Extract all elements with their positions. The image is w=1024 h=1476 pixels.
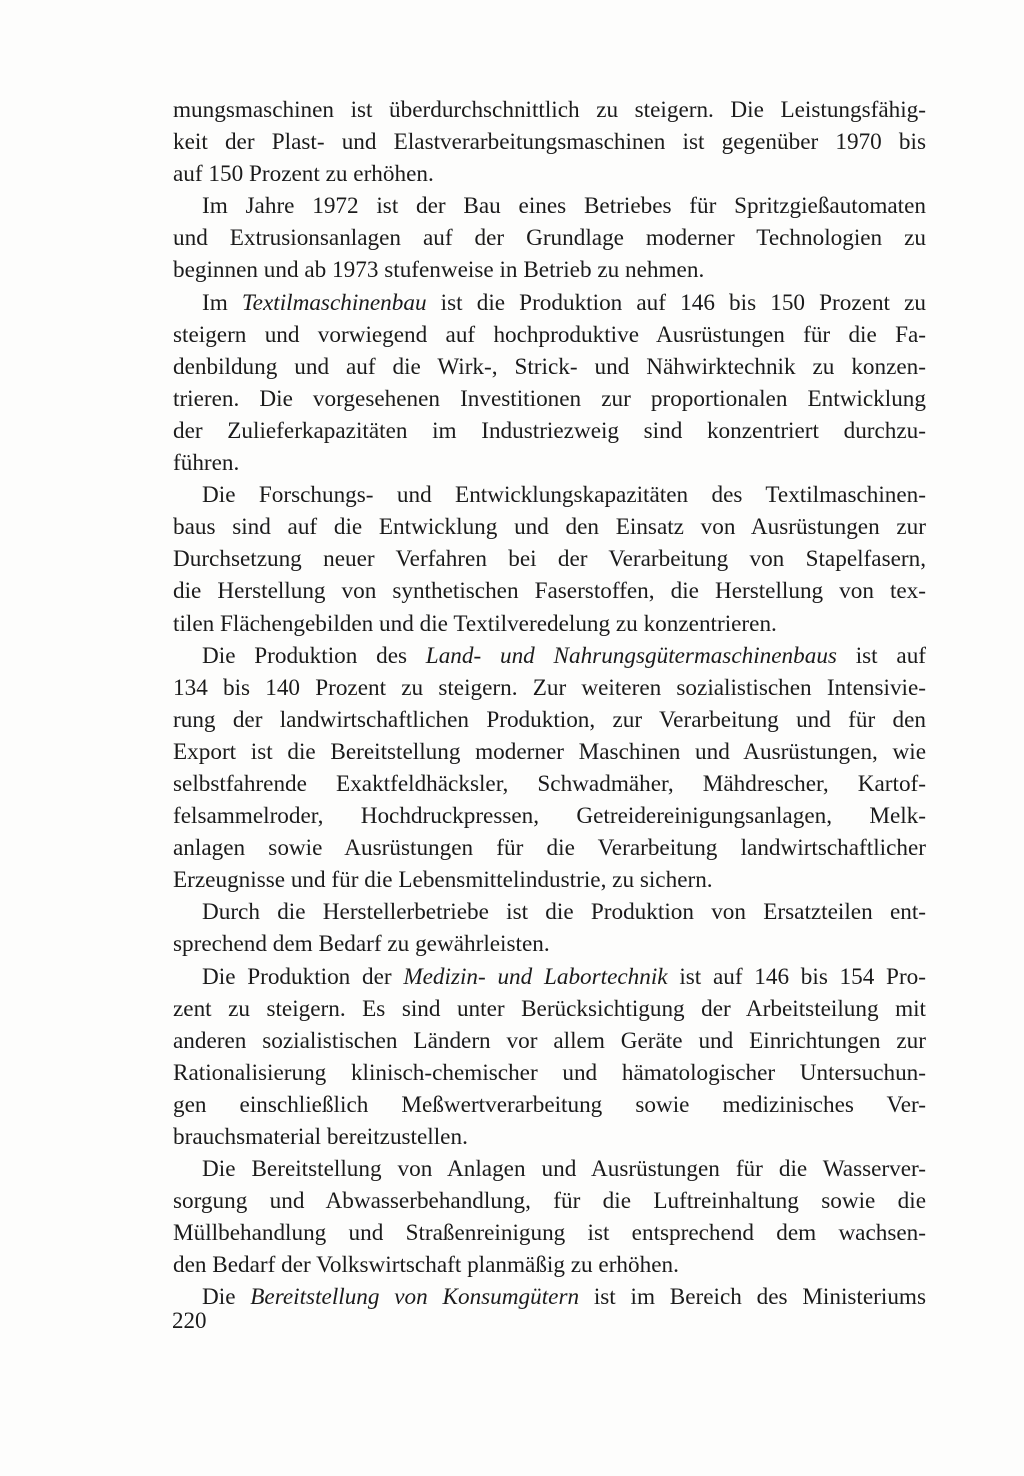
text-segment: Die Bereitstellung von Anlagen und Ausrüstungen für die Wasserver-	[202, 1156, 926, 1183]
text-line	[144, 608, 926, 640]
text-line	[144, 447, 926, 479]
paragraph	[144, 1153, 926, 1281]
text-line	[144, 1185, 926, 1217]
italic-term: Medizin- und Labortechnik	[403, 963, 668, 990]
text-segment: Durch die Herstellerbetriebe ist die Produktion von Ersatzteilen ent-	[202, 899, 926, 926]
text-segment: anlagen sowie Ausrüstungen für die Verarbeitung landwirtschaftlicher	[173, 835, 926, 862]
text-segment: auf 150 Prozent zu erhöhen.	[173, 161, 434, 188]
text-line	[144, 961, 926, 993]
text-segment: ist im Bereich des Ministeriums	[579, 1284, 926, 1311]
text-segment: den Bedarf der Volkswirtschaft planmäßig zu erhöhen.	[173, 1252, 679, 1279]
text-segment: gen einschließlich Meßwertverarbeitung sowie medizinisches Ver-	[173, 1091, 926, 1118]
text-segment: 134 bis 140 Prozent zu steigern. Zur weiteren sozialistischen Intensivie-	[173, 674, 926, 701]
text-segment: Die Produktion der	[202, 963, 404, 990]
text-segment: Die Forschungs- und Entwicklungskapazitäten des Textilmaschinen-	[202, 482, 926, 509]
text-line	[144, 800, 926, 832]
text-line	[144, 543, 926, 575]
text-line	[144, 896, 926, 928]
paragraph	[144, 287, 926, 480]
text-line	[144, 1249, 926, 1281]
text-line	[144, 1281, 926, 1313]
text-line	[144, 415, 926, 447]
paragraph	[144, 479, 926, 639]
text-segment: Export ist die Bereitstellung moderner Maschinen und Ausrüstungen, wie	[173, 738, 926, 765]
text-segment: trieren. Die vorgesehenen Investitionen zur proportionalen Entwicklung	[173, 385, 926, 412]
text-line	[144, 736, 926, 768]
text-segment: Müllbehandlung und Straßenreinigung ist entsprechend dem wachsen-	[173, 1220, 926, 1247]
text-line	[144, 319, 926, 351]
text-segment: ist auf 146 bis 154 Pro-	[667, 963, 926, 990]
text-segment: ist auf	[836, 642, 927, 669]
text-segment: zent zu steigern. Es sind unter Berücksichtigung der Arbeitsteilung mit	[173, 995, 926, 1022]
text-segment: steigern und vorwiegend auf hochproduktive Ausrüstungen für die Fa-	[173, 321, 926, 348]
text-line	[144, 511, 926, 543]
text-segment: baus sind auf die Entwicklung und den Einsatz von Ausrüstungen zur	[173, 514, 926, 541]
text-segment: Rationalisierung klinisch-chemischer und hämatologischer Untersuchun-	[173, 1059, 926, 1086]
text-line	[144, 287, 926, 319]
text-line	[144, 640, 926, 672]
text-segment: sprechend dem Bedarf zu gewährleisten.	[173, 931, 550, 958]
italic-term: Textilmaschinenbau	[241, 289, 427, 316]
text-line	[144, 1089, 926, 1121]
text-segment: Die	[202, 1284, 251, 1311]
text-line	[144, 768, 926, 800]
text-line	[144, 704, 926, 736]
text-segment: Erzeugnisse und für die Lebensmittelindustrie, zu sichern.	[173, 867, 713, 894]
paragraph	[144, 640, 926, 897]
text-segment: Im Jahre 1972 ist der Bau eines Betriebes für Spritzgießautomaten	[202, 193, 926, 220]
text-line	[144, 126, 926, 158]
text-segment: keit der Plast- und Elastverarbeitungsmaschinen ist gegenüber 1970 bis	[173, 129, 926, 156]
text-line	[144, 254, 926, 286]
text-line	[144, 832, 926, 864]
text-segment: Durchsetzung neuer Verfahren bei der Verarbeitung von Stapelfasern,	[173, 546, 926, 573]
text-segment: felsammelroder, Hochdruckpressen, Getreidereinigungsanlagen, Melk-	[173, 803, 926, 830]
text-segment: beginnen und ab 1973 stufenweise in Betrieb zu nehmen.	[173, 257, 705, 284]
italic-term: Land- und Nahrungsgütermaschinenbaus	[425, 642, 837, 669]
text-line	[144, 993, 926, 1025]
text-line	[144, 928, 926, 960]
text-segment: selbstfahrende Exaktfeldhäcksler, Schwadmäher, Mähdrescher, Kartof-	[173, 770, 926, 797]
text-segment: die Herstellung von synthetischen Faserstoffen, die Herstellung von tex-	[173, 578, 926, 605]
paragraph	[144, 896, 926, 960]
text-line	[144, 222, 926, 254]
text-line	[144, 1153, 926, 1185]
text-line	[144, 1025, 926, 1057]
paragraph	[144, 190, 926, 286]
text-line	[144, 1217, 926, 1249]
italic-term: Bereitstellung von Konsumgütern	[250, 1284, 580, 1311]
text-segment: tilen Flächengebilden und die Textilveredelung zu konzentrieren.	[173, 610, 777, 637]
text-segment: Die Produktion des	[202, 642, 426, 669]
text-segment: führen.	[173, 450, 240, 477]
text-line	[144, 190, 926, 222]
text-line	[144, 383, 926, 415]
page-number: 220	[172, 1308, 207, 1333]
body-text	[144, 94, 926, 1314]
paragraph	[144, 961, 926, 1154]
text-line	[144, 575, 926, 607]
text-line	[144, 94, 926, 126]
paragraph	[144, 94, 926, 190]
paragraph	[144, 1281, 926, 1313]
text-line	[144, 1121, 926, 1153]
text-segment: mungsmaschinen ist überdurchschnittlich zu steigern. Die Leistungsfähig-	[173, 97, 926, 123]
text-segment: und Extrusionsanlagen auf der Grundlage moderner Technologien zu	[173, 225, 926, 252]
text-segment: rung der landwirtschaftlichen Produktion, zur Verarbeitung und für den	[173, 706, 926, 733]
text-segment: der Zulieferkapazitäten im Industriezweig sind konzentriert durchzu-	[173, 417, 926, 444]
text-line	[144, 479, 926, 511]
text-line	[144, 672, 926, 704]
text-line	[144, 351, 926, 383]
text-segment: sorgung und Abwasserbehandlung, für die Luftreinhaltung sowie die	[173, 1188, 926, 1215]
text-line	[144, 1057, 926, 1089]
text-segment: Im	[202, 289, 242, 316]
text-segment: ist die Produktion auf 146 bis 150 Prozent zu	[426, 289, 927, 316]
text-segment: denbildung und auf die Wirk-, Strick- und Nähwirktechnik zu konzen-	[173, 353, 926, 380]
text-segment: anderen sozialistischen Ländern vor allem Geräte und Einrichtungen zur	[173, 1027, 926, 1054]
text-segment: brauchsmaterial bereitzustellen.	[173, 1124, 468, 1150]
text-line	[144, 158, 926, 190]
text-line	[144, 864, 926, 896]
